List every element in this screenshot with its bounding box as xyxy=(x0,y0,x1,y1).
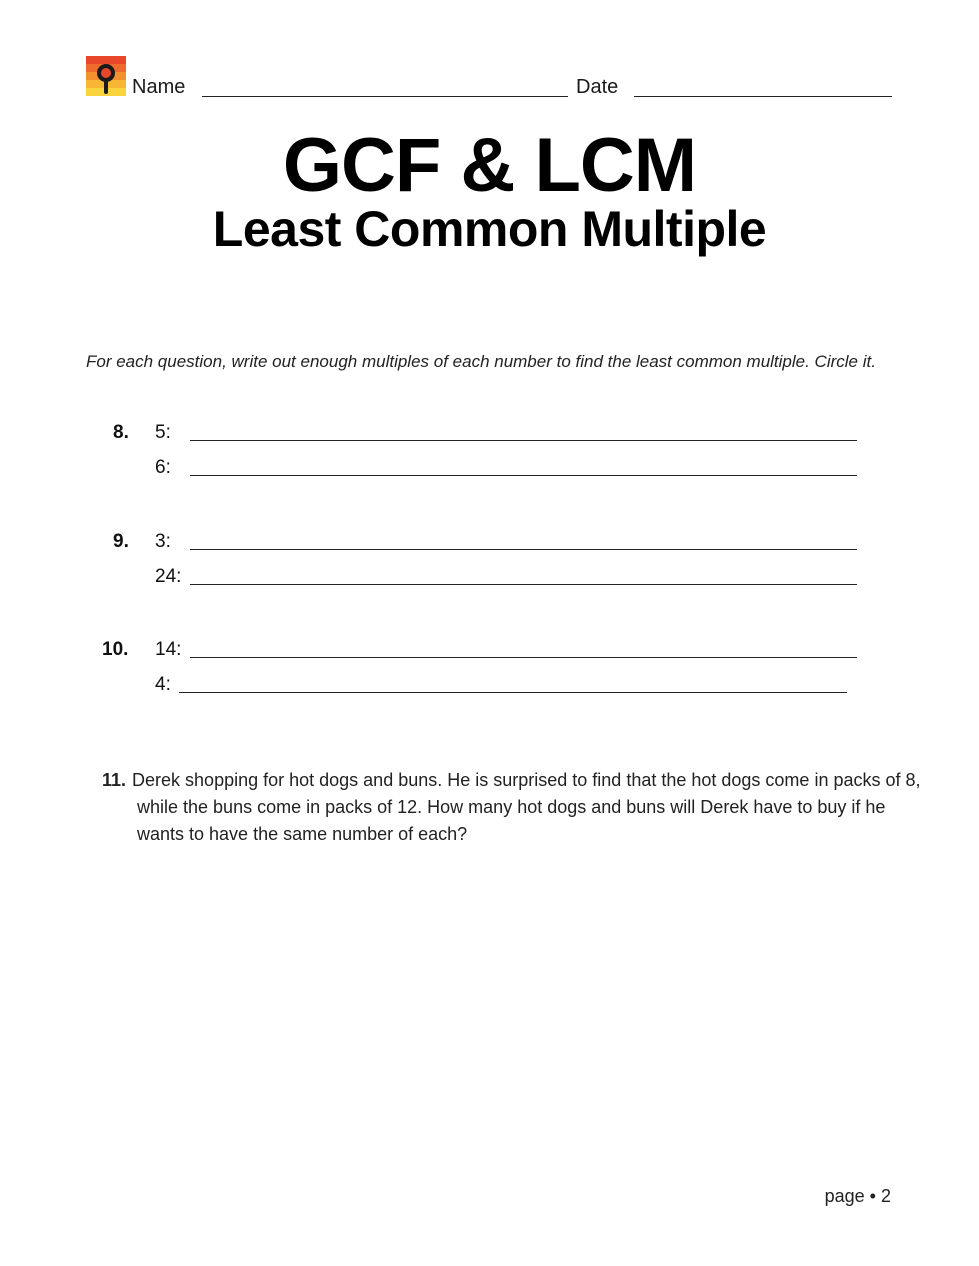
answer-line[interactable] xyxy=(190,584,857,585)
word-problem xyxy=(102,767,927,848)
question-number: 9. xyxy=(113,531,129,552)
question-number: 10. xyxy=(102,639,129,660)
number-label: 6: xyxy=(155,457,171,478)
number-label: 24: xyxy=(155,566,182,587)
number-label: 14: xyxy=(155,639,182,660)
page-number: page • 2 xyxy=(824,1186,891,1206)
name-field[interactable] xyxy=(202,96,568,97)
instructions: For each question, write out enough multiples of each number to find the least common multiple. Circle it. xyxy=(86,352,876,371)
number-label: 4: xyxy=(155,674,171,695)
number-label: 5: xyxy=(155,422,171,443)
answer-line[interactable] xyxy=(190,440,857,441)
answer-line[interactable] xyxy=(190,549,857,550)
word-problem-text: Derek shopping for hot dogs and buns. He is surprised to find that the hot dogs come in packs of 8, while the buns come in packs of 12. How many hot dogs and buns will Derek have to buy if he wants to have the same number of each? xyxy=(132,770,921,844)
date-field[interactable] xyxy=(634,96,892,97)
question-number: 11. xyxy=(102,770,127,790)
page-title: GCF & LCM xyxy=(282,123,697,208)
page-subtitle: Least Common Multiple xyxy=(212,201,767,257)
name-label: Name xyxy=(132,76,186,98)
answer-line[interactable] xyxy=(179,692,847,693)
number-label: 3: xyxy=(155,531,171,552)
answer-line[interactable] xyxy=(190,475,857,476)
worksheet-header xyxy=(86,56,892,100)
date-label: Date xyxy=(576,76,619,98)
microphone-logo-icon xyxy=(86,56,126,96)
question-number: 8. xyxy=(113,422,129,443)
answer-line[interactable] xyxy=(190,657,857,658)
